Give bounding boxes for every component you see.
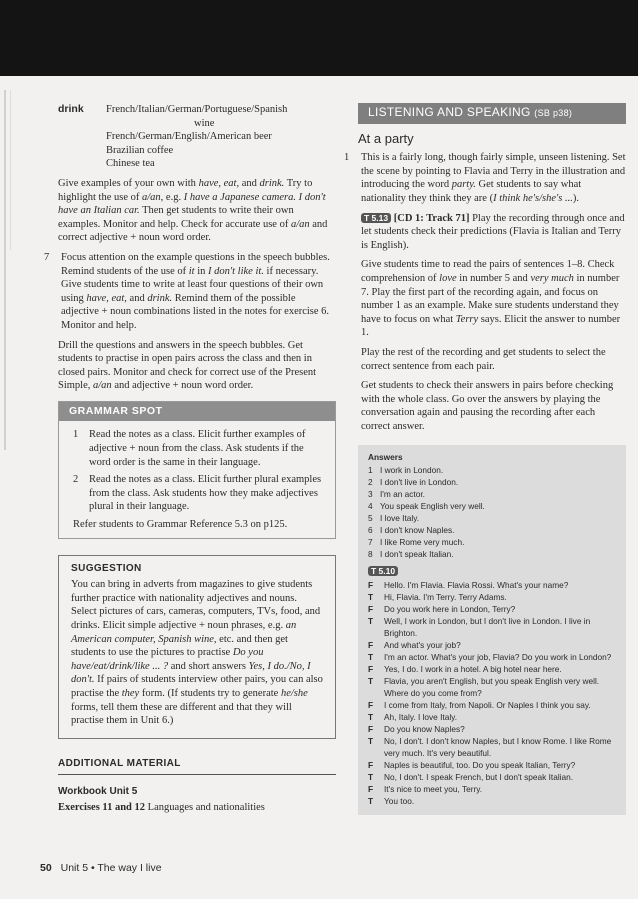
answer-item bbox=[368, 476, 616, 488]
speaker-line: Do you know Naples? bbox=[384, 724, 465, 735]
examples-paragraph: Give examples of your own with have, eat, and drink. Try to highlight the use of a/an, e.g. I have a Japanese camera. I don't have an Italian car. Then get students to write their own examples. Monitor and help. Check for accurate use of a/an and correct adjective + noun word order. bbox=[58, 177, 328, 244]
left-column bbox=[44, 103, 336, 815]
answer-text: I work in London. bbox=[380, 465, 444, 476]
speaker-label: F bbox=[368, 724, 374, 735]
page-number: 50 bbox=[40, 862, 52, 874]
speaker-line: Yes, I do. I work in a hotel. A big hotel near here. bbox=[384, 664, 562, 675]
answer-number: 3 bbox=[368, 489, 373, 500]
exercise-7 bbox=[44, 251, 336, 339]
drink-line: wine bbox=[194, 117, 215, 129]
speaker-line: You too. bbox=[384, 796, 415, 807]
tapescript-line bbox=[368, 711, 616, 723]
speaker-line: Ah, Italy. I love Italy. bbox=[384, 712, 458, 723]
section-subheading: At a party bbox=[358, 130, 414, 146]
tapescript-line bbox=[368, 615, 616, 639]
right-column bbox=[344, 103, 626, 815]
exercise-7-text: Focus attention on the example questions in the speech bubbles. Remind students of the use of it in I don't like it. if necessary. Give students time to write at least four questions of their own using have, eat, and drink. Remind them of the possible adjective + noun combinations listed in the notes for exercise 6. Monitor and help. bbox=[61, 251, 330, 331]
grammar-spot-box bbox=[58, 401, 336, 539]
tapescript-line bbox=[368, 663, 616, 675]
tapescript-line bbox=[368, 723, 616, 735]
drink-word: drink bbox=[58, 103, 84, 115]
drink-line: French/German/English/American beer bbox=[106, 131, 272, 143]
suggestion-text: You can bring in adverts from magazines to give students further practice with nationality adjectives and nouns. Select pictures of cars, cameras, computers, TVs, food, and drinks. Elicit simple adjective + noun phrases, e.g. an American computer, Spanish wine, etc. and then get students to use the pictures to practise Do you have/eat/drink/like ... ? and short answers Yes, I do./No, I don't. If pairs of students interview other pairs, you can also practise the they form. (If students try to generate he/she forms, tell them these are different and that they will practise them in Unit 6.) bbox=[71, 579, 323, 727]
speaker-label: T bbox=[368, 772, 374, 783]
answer-number: 5 bbox=[368, 513, 373, 524]
track-badge: T 5.13 bbox=[361, 213, 391, 223]
tapescript-line bbox=[368, 579, 616, 591]
tapescript-line bbox=[368, 699, 616, 711]
tapescript-badge: T 5.10 bbox=[368, 566, 398, 576]
suggestion-box bbox=[58, 555, 336, 739]
comprehension-paragraph: Give students time to read the pairs of sentences 1–8. Check comprehension of love in number 5 and very much in number 7. Play the first part of the recording again, and focus on number 1 as an example. Make sure students understand they have to focus on what Terry says. Elicit the answer to number 1. bbox=[361, 259, 621, 339]
speaker-label: T bbox=[368, 676, 374, 687]
speaker-line: Hello. I'm Flavia. Flavia Rossi. What's your name? bbox=[384, 580, 569, 591]
exercise-1 bbox=[344, 151, 626, 439]
speaker-line: No, I don't. I don't know Naples, but I know Rome. I like Rome very much. It's very beautiful. bbox=[384, 736, 612, 759]
answer-text: I don't live in London. bbox=[380, 477, 459, 488]
speaker-line: Naples is beautiful, too. Do you speak Italian, Terry? bbox=[384, 760, 576, 771]
answer-number: 1 bbox=[368, 465, 373, 476]
speaker-label: F bbox=[368, 760, 374, 771]
tapescript-line bbox=[368, 735, 616, 759]
tapescript-line bbox=[368, 591, 616, 603]
answer-number: 7 bbox=[368, 537, 373, 548]
grammar-spot-body bbox=[59, 421, 335, 537]
track-paragraph: T 5.13 [CD 1: Track 71] Play the recording through once and let students check their predictions (Flavia is Italian and Terry is English). bbox=[361, 212, 625, 251]
answers-box bbox=[358, 445, 626, 815]
grammar-item: 1 Read the notes as a class. Elicit further examples of adjective + noun from the class. Ask students if the word order is the same in their language. bbox=[73, 429, 306, 468]
speaker-line: I come from Italy, from Napoli. Or Naples I think you say. bbox=[384, 700, 591, 711]
drink-line: French/Italian/German/Portuguese/Spanish bbox=[106, 104, 288, 115]
speaker-label: F bbox=[368, 604, 374, 615]
exercise-1-intro: This is a fairly long, though fairly simple, unseen listening. Set the scene by pointing to Flavia and Terry in the illustration and introducing the word party. Get students to say what nationality they think they are (I think he's/she's ...). bbox=[361, 152, 626, 204]
drink-line: Brazilian coffee bbox=[106, 144, 174, 156]
answer-number: 2 bbox=[368, 477, 373, 488]
unit-title: Unit 5 • The way I live bbox=[60, 862, 162, 874]
section-heading: LISTENING AND SPEAKING (SB p38) bbox=[358, 103, 626, 124]
speaker-line: And what's your job? bbox=[384, 640, 461, 651]
margin-rule bbox=[4, 90, 6, 450]
top-dark-band bbox=[0, 0, 638, 76]
workbook-label: Workbook Unit 5 bbox=[58, 786, 138, 798]
answer-item bbox=[368, 548, 616, 560]
speaker-label: T bbox=[368, 712, 374, 723]
tapescript-line bbox=[368, 639, 616, 651]
check-answers-paragraph: Get students to check their answers in pairs before checking with the whole class. Go over the answers by playing the conversation again and pausing the recording after each correct answer. bbox=[361, 380, 614, 432]
speaker-label: T bbox=[368, 592, 374, 603]
speaker-label: F bbox=[368, 784, 374, 795]
drink-block bbox=[58, 103, 336, 171]
margin-rule-secondary bbox=[10, 90, 11, 250]
suggestion-heading: SUGGESTION bbox=[71, 562, 142, 574]
drink-line: Chinese tea bbox=[106, 158, 155, 170]
speaker-line: No, I don't. I speak French, but I don't speak Italian. bbox=[384, 772, 574, 783]
answer-number: 6 bbox=[368, 525, 373, 536]
answer-text: I don't know Naples. bbox=[380, 525, 455, 536]
page-footer bbox=[40, 862, 162, 874]
speaker-line: Flavia, you aren't English, but you speak English very well. Where do you come from? bbox=[384, 676, 600, 699]
tapescript-line bbox=[368, 651, 616, 663]
workbook-exercises: Exercises 11 and 12 Languages and nationalities bbox=[58, 801, 265, 813]
answer-item bbox=[368, 500, 616, 512]
exercise-number: 7 bbox=[44, 251, 50, 263]
answers-list bbox=[368, 464, 616, 560]
speaker-line: Well, I work in London, but I don't live in London. I live in Brighton. bbox=[384, 616, 591, 639]
speaker-label: F bbox=[368, 580, 374, 591]
tapescript-line bbox=[368, 771, 616, 783]
speaker-label: T bbox=[368, 736, 374, 747]
additional-material bbox=[58, 757, 336, 815]
answer-text: I don't speak Italian. bbox=[380, 549, 454, 560]
tapescript-line bbox=[368, 675, 616, 699]
exercise-1-content bbox=[361, 151, 626, 439]
answer-number: 4 bbox=[368, 501, 373, 512]
drink-options bbox=[106, 103, 287, 171]
tapescript-line bbox=[368, 783, 616, 795]
additional-material-heading: ADDITIONAL MATERIAL bbox=[58, 757, 336, 776]
answer-item bbox=[368, 512, 616, 524]
speaker-label: T bbox=[368, 796, 374, 807]
answer-text: You speak English very well. bbox=[380, 501, 485, 512]
tapescript-line bbox=[368, 759, 616, 771]
speaker-label: T bbox=[368, 616, 374, 627]
speaker-line: Hi, Flavia. I'm Terry. Terry Adams. bbox=[384, 592, 507, 603]
tapescript-line bbox=[368, 795, 616, 807]
answers-heading: Answers bbox=[368, 452, 403, 463]
answer-text: I'm an actor. bbox=[380, 489, 425, 500]
answer-text: I love Italy. bbox=[380, 513, 420, 524]
answer-number: 8 bbox=[368, 549, 373, 560]
answer-item bbox=[368, 488, 616, 500]
speaker-line: It's nice to meet you, Terry. bbox=[384, 784, 483, 795]
speaker-label: T bbox=[368, 652, 374, 663]
answer-text: I like Rome very much. bbox=[380, 537, 465, 548]
tapescript-label bbox=[368, 565, 616, 577]
answer-item bbox=[368, 536, 616, 548]
answer-item bbox=[368, 524, 616, 536]
grammar-item: 2 Read the notes as a class. Elicit further plural examples from the class. Ask students how they make adjectives plural in their language. bbox=[73, 474, 322, 513]
speaker-line: I'm an actor. What's your job, Flavia? Do you work in London? bbox=[384, 652, 612, 663]
speaker-line: Do you work here in London, Terry? bbox=[384, 604, 516, 615]
grammar-spot-heading: GRAMMAR SPOT bbox=[59, 402, 335, 422]
tapescript bbox=[368, 579, 616, 807]
speaker-label: F bbox=[368, 700, 374, 711]
play-rest-paragraph: Play the rest of the recording and get students to select the correct sentence from each pair. bbox=[361, 346, 606, 372]
drill-paragraph: Drill the questions and answers in the speech bubbles. Get students to practise in open pairs across the class and then in closed pairs. Monitor and check for correct use of the Present Simple, a/an and adjective + noun word order. bbox=[58, 339, 317, 392]
speaker-label: F bbox=[368, 640, 374, 651]
answer-item bbox=[368, 464, 616, 476]
speaker-label: F bbox=[368, 664, 374, 675]
tapescript-line bbox=[368, 603, 616, 615]
grammar-reference: Refer students to Grammar Reference 5.3 on p125. bbox=[73, 519, 288, 531]
exercise-number: 1 bbox=[344, 152, 350, 164]
